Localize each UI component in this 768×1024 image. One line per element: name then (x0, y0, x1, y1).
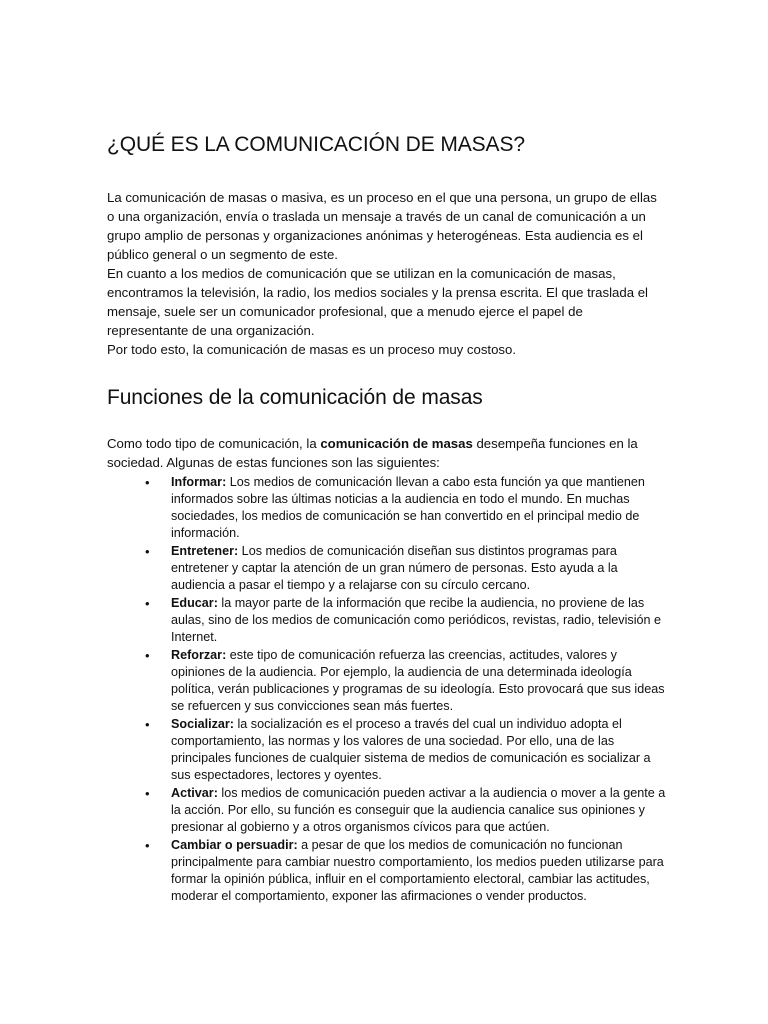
lead-text-start: Como todo tipo de comunicación, la (107, 436, 321, 451)
intro-paragraph: Por todo esto, la comunicación de masas es un proceso muy costoso. (107, 342, 517, 357)
function-description: este tipo de comunicación refuerza las creencias, actitudes, valores y opiniones de la audiencia. Por ejemplo, la audiencia de una determinada ideología política, verán publicaciones y programas de su ideología. Esto provocará que sus ideas se refuercen y sus convicciones sean más fuertes. (171, 648, 665, 713)
section-title: Funciones de la comunicación de masas (107, 386, 483, 409)
function-term: Entretener: (171, 544, 239, 558)
function-list-item (107, 474, 667, 542)
function-list-item (107, 837, 667, 905)
function-description: la mayor parte de la información que recibe la audiencia, no proviene de las aulas, sino de los medios de comunicación como periódicos, revistas, radio, televisión e Internet. (171, 596, 662, 644)
function-description: a pesar de que los medios de comunicación no funcionan principalmente para cambiar nuestro comportamiento, los medios pueden utilizarse para formar la opinión pública, influir en el comportamiento electoral, cambiar las actitudes, moderar el comportamiento, exponer las afirmaciones o vender productos. (171, 838, 664, 903)
function-term: Reforzar: (171, 648, 227, 662)
intro-section (107, 188, 667, 359)
bullet-icon: • (145, 596, 150, 611)
function-term: Socializar: (171, 717, 234, 731)
function-list-item (107, 647, 667, 715)
function-description: Los medios de comunicación diseñan sus distintos programas para entretener y captar la atención de un gran número de personas. Esto ayuda a la audiencia a pasar el tiempo y a relajarse con su círculo cercano. (171, 544, 618, 592)
function-list-item (107, 543, 667, 594)
lead-text-end: desempeña funciones en la sociedad. Algunas de estas funciones son las siguientes: (107, 436, 638, 470)
function-list-item (107, 785, 667, 836)
bullet-icon: • (145, 648, 150, 663)
function-description: la socialización es el proceso a través del cual un individuo adopta el comportamiento, las normas y los valores de una sociedad. Por ello, una de las principales funciones de cualquier sistema de medios de comunicación es socializar a sus espectadores, lectores y oyentes. (171, 717, 651, 782)
function-term: Cambiar o persuadir: (171, 838, 298, 852)
function-term: Informar: (171, 475, 227, 489)
function-list-item (107, 595, 667, 646)
document-content (107, 132, 667, 906)
document-title: ¿QUÉ ES LA COMUNICACIÓN DE MASAS? (107, 133, 525, 156)
function-term: Activar: (171, 786, 218, 800)
bullet-icon: • (145, 717, 150, 732)
function-list-item (107, 716, 667, 784)
intro-paragraph: La comunicación de masas o masiva, es un proceso en el que una persona, un grupo de ellas o una organización, envía o traslada un mensaje a través de un canal de comunicación a un grupo amplio de personas y organizaciones anónimas y heterogéneas. Esta audiencia es el público general o un segmento de este. (107, 190, 657, 262)
function-description: los medios de comunicación pueden activar a la audiencia o mover a la gente a la acción. Por ello, su función es conseguir que la audiencia canalice sus opiniones y presionar al gobierno y a otros organismos cívicos para que actúen. (171, 786, 666, 834)
section-lead-paragraph (107, 434, 667, 472)
lead-emphasis: comunicación de masas (320, 436, 473, 451)
bullet-icon: • (145, 544, 150, 559)
function-description: Los medios de comunicación llevan a cabo esta función ya que mantienen informados sobre las últimas noticias a la audiencia en todo el mundo. En muchas sociedades, los medios de comunicación se han convertido en el principal medio de información. (171, 475, 645, 540)
bullet-icon: • (145, 475, 150, 490)
bullet-icon: • (145, 786, 150, 801)
functions-list (107, 474, 667, 905)
function-term: Educar: (171, 596, 218, 610)
bullet-icon: • (145, 838, 150, 853)
intro-paragraph: En cuanto a los medios de comunicación que se utilizan en la comunicación de masas, encontramos la televisión, la radio, los medios sociales y la prensa escrita. El que traslada el mensaje, suele ser un comunicador profesional, que a menudo ejerce el papel de representante de una organización. (107, 266, 648, 338)
